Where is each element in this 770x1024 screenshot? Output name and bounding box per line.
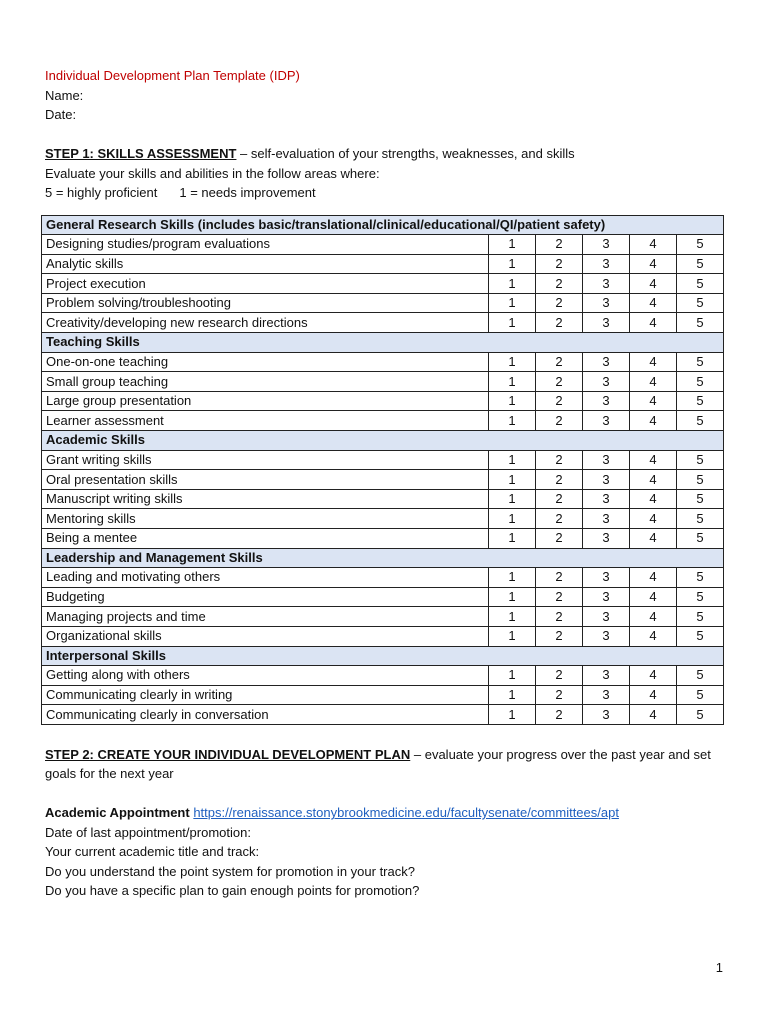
category-row (42, 215, 724, 235)
rating-option[interactable]: 3 (583, 685, 630, 705)
rating-option[interactable]: 3 (583, 411, 630, 431)
skill-row (42, 274, 724, 294)
step2-heading-rest: – evaluate your progress over the past year and set (410, 746, 711, 762)
skill-label: Project execution (42, 274, 489, 294)
rating-option[interactable]: 1 (489, 313, 536, 333)
appointment-question: Do you have a specific plan to gain enough points for promotion? (45, 883, 420, 899)
document-page (45, 66, 721, 901)
rating-option[interactable]: 2 (536, 470, 583, 490)
rating-option[interactable]: 2 (536, 352, 583, 372)
rating-option[interactable]: 3 (583, 489, 630, 509)
skill-label: One-on-one teaching (42, 352, 489, 372)
scale-low: 1 = needs improvement (179, 185, 316, 200)
skill-row (42, 666, 724, 686)
rating-scale-legend (45, 183, 721, 203)
appointment-line (45, 803, 721, 823)
rating-option[interactable]: 5 (677, 274, 724, 294)
rating-option[interactable]: 2 (536, 587, 583, 607)
rating-option[interactable]: 2 (536, 607, 583, 627)
rating-option[interactable]: 4 (630, 411, 677, 431)
rating-option[interactable]: 5 (677, 352, 724, 372)
rating-option[interactable]: 3 (583, 254, 630, 274)
rating-option[interactable]: 4 (630, 705, 677, 725)
rating-option[interactable]: 3 (583, 587, 630, 607)
rating-option[interactable]: 1 (489, 450, 536, 470)
step1-heading-line (45, 144, 721, 164)
skill-row (42, 411, 724, 431)
rating-option[interactable]: 4 (630, 313, 677, 333)
rating-option[interactable]: 1 (489, 372, 536, 392)
rating-option[interactable]: 4 (630, 352, 677, 372)
rating-option[interactable]: 2 (536, 685, 583, 705)
skill-row (42, 352, 724, 372)
rating-option[interactable]: 1 (489, 685, 536, 705)
rating-option[interactable]: 1 (489, 391, 536, 411)
step2-heading-line2: goals for the next year (45, 766, 174, 782)
rating-option[interactable]: 2 (536, 489, 583, 509)
skill-label: Small group teaching (42, 372, 489, 392)
skill-label: Organizational skills (42, 626, 489, 646)
rating-option[interactable]: 1 (489, 293, 536, 313)
skill-label: Being a mentee (42, 529, 489, 549)
rating-option[interactable]: 2 (536, 411, 583, 431)
rating-option[interactable]: 5 (677, 391, 724, 411)
rating-option[interactable]: 3 (583, 372, 630, 392)
rating-option[interactable]: 3 (583, 568, 630, 588)
category-row (42, 646, 724, 666)
rating-option[interactable]: 4 (630, 489, 677, 509)
rating-option[interactable]: 1 (489, 470, 536, 490)
scale-high: 5 = highly proficient (45, 185, 158, 200)
rating-option[interactable]: 3 (583, 607, 630, 627)
rating-option[interactable]: 3 (583, 470, 630, 490)
skill-label: Mentoring skills (42, 509, 489, 529)
skill-label: Budgeting (42, 587, 489, 607)
skill-row (42, 450, 724, 470)
rating-option[interactable]: 4 (630, 450, 677, 470)
skill-label: Analytic skills (42, 254, 489, 274)
rating-option[interactable]: 2 (536, 529, 583, 549)
rating-option[interactable]: 3 (583, 352, 630, 372)
rating-option[interactable]: 1 (489, 666, 536, 686)
rating-option[interactable]: 4 (630, 587, 677, 607)
step1-instruction: Evaluate your skills and abilities in the follow areas where: (45, 165, 380, 181)
rating-option[interactable]: 2 (536, 372, 583, 392)
rating-option[interactable]: 5 (677, 450, 724, 470)
rating-option[interactable]: 4 (630, 235, 677, 255)
rating-option[interactable]: 1 (489, 705, 536, 725)
rating-option[interactable]: 1 (489, 254, 536, 274)
rating-option[interactable]: 5 (677, 489, 724, 509)
rating-option[interactable]: 5 (677, 470, 724, 490)
rating-option[interactable]: 4 (630, 685, 677, 705)
appointment-question: Your current academic title and track: (45, 844, 260, 860)
category-title: General Research Skills (includes basic/translational/clinical/educational/QI/patient safety) (42, 215, 724, 235)
rating-option[interactable]: 1 (489, 626, 536, 646)
category-row (42, 548, 724, 568)
skill-row (42, 529, 724, 549)
rating-option[interactable]: 4 (630, 470, 677, 490)
rating-option[interactable]: 2 (536, 568, 583, 588)
category-row (42, 431, 724, 451)
skill-label: Communicating clearly in conversation (42, 705, 489, 725)
rating-option[interactable]: 5 (677, 509, 724, 529)
rating-option[interactable]: 2 (536, 705, 583, 725)
rating-option[interactable]: 5 (677, 607, 724, 627)
skill-label: Communicating clearly in writing (42, 685, 489, 705)
step2-heading: STEP 2: CREATE YOUR INDIVIDUAL DEVELOPMENT PLAN (45, 746, 411, 762)
rating-option[interactable]: 1 (489, 489, 536, 509)
category-title: Interpersonal Skills (42, 646, 724, 666)
rating-option[interactable]: 1 (489, 587, 536, 607)
rating-option[interactable]: 5 (677, 685, 724, 705)
rating-option[interactable]: 2 (536, 626, 583, 646)
skill-label: Leading and motivating others (42, 568, 489, 588)
rating-option[interactable]: 1 (489, 235, 536, 255)
rating-option[interactable]: 4 (630, 391, 677, 411)
step1-heading-rest: – self-evaluation of your strengths, weaknesses, and skills (236, 146, 575, 161)
skill-row (42, 313, 724, 333)
rating-option[interactable]: 4 (630, 274, 677, 294)
rating-option[interactable]: 5 (677, 313, 724, 333)
page-number: 1 (715, 960, 723, 975)
appointment-link[interactable]: https://renaissance.stonybrookmedicine.edu/facultysenate/committees/apt (193, 805, 619, 821)
rating-option[interactable]: 4 (630, 529, 677, 549)
rating-option[interactable]: 3 (583, 391, 630, 411)
skill-row (42, 293, 724, 313)
rating-option[interactable]: 2 (536, 509, 583, 529)
category-title: Academic Skills (42, 431, 724, 451)
rating-option[interactable]: 4 (630, 509, 677, 529)
rating-option[interactable]: 5 (677, 626, 724, 646)
skill-label: Manuscript writing skills (42, 489, 489, 509)
skill-label: Large group presentation (42, 391, 489, 411)
rating-option[interactable]: 5 (677, 666, 724, 686)
skill-row (42, 568, 724, 588)
category-title: Teaching Skills (42, 333, 724, 353)
category-title: Leadership and Management Skills (42, 548, 724, 568)
rating-option[interactable]: 4 (630, 607, 677, 627)
rating-option[interactable]: 3 (583, 235, 630, 255)
rating-option[interactable]: 5 (677, 705, 724, 725)
skill-row (42, 254, 724, 274)
step2-heading-line (45, 745, 721, 765)
skills-assessment-table (41, 215, 724, 725)
rating-option[interactable]: 5 (677, 254, 724, 274)
rating-option[interactable]: 4 (630, 666, 677, 686)
rating-option[interactable]: 5 (677, 411, 724, 431)
rating-option[interactable]: 3 (583, 705, 630, 725)
rating-option[interactable]: 2 (536, 293, 583, 313)
skill-label: Managing projects and time (42, 607, 489, 627)
rating-option[interactable]: 4 (630, 626, 677, 646)
rating-option[interactable]: 1 (489, 607, 536, 627)
rating-option[interactable]: 3 (583, 529, 630, 549)
rating-option[interactable]: 4 (630, 372, 677, 392)
skill-label: Grant writing skills (42, 450, 489, 470)
rating-option[interactable]: 5 (677, 529, 724, 549)
rating-option[interactable]: 2 (536, 666, 583, 686)
rating-option[interactable]: 2 (536, 235, 583, 255)
rating-option[interactable]: 1 (489, 509, 536, 529)
rating-option[interactable]: 1 (489, 568, 536, 588)
rating-option[interactable]: 3 (583, 450, 630, 470)
rating-option[interactable]: 4 (630, 254, 677, 274)
rating-option[interactable]: 3 (583, 274, 630, 294)
rating-option[interactable]: 2 (536, 450, 583, 470)
skill-row (42, 235, 724, 255)
skill-row (42, 626, 724, 646)
rating-option[interactable]: 2 (536, 274, 583, 294)
rating-option[interactable]: 4 (630, 568, 677, 588)
appointment-label: Academic Appointment (45, 805, 190, 821)
skill-row (42, 587, 724, 607)
rating-option[interactable]: 1 (489, 411, 536, 431)
document-title: Individual Development Plan Template (IDP) (45, 68, 300, 83)
skill-row (42, 470, 724, 490)
rating-option[interactable]: 3 (583, 293, 630, 313)
step1-heading: STEP 1: SKILLS ASSESSMENT (45, 146, 237, 161)
rating-option[interactable]: 1 (489, 529, 536, 549)
rating-option[interactable]: 3 (583, 313, 630, 333)
skill-label: Problem solving/troubleshooting (42, 293, 489, 313)
rating-option[interactable]: 5 (677, 587, 724, 607)
rating-option[interactable]: 1 (489, 352, 536, 372)
category-row (42, 333, 724, 353)
rating-option[interactable]: 3 (583, 509, 630, 529)
rating-option[interactable]: 1 (489, 274, 536, 294)
skill-row (42, 705, 724, 725)
rating-option[interactable]: 3 (583, 666, 630, 686)
skill-row (42, 607, 724, 627)
skill-label: Designing studies/program evaluations (42, 235, 489, 255)
rating-option[interactable]: 2 (536, 391, 583, 411)
skill-row (42, 509, 724, 529)
skill-row (42, 391, 724, 411)
skill-label: Oral presentation skills (42, 470, 489, 490)
skill-row (42, 685, 724, 705)
skill-label: Creativity/developing new research directions (42, 313, 489, 333)
skill-row (42, 372, 724, 392)
rating-option[interactable]: 5 (677, 235, 724, 255)
rating-option[interactable]: 2 (536, 313, 583, 333)
name-label: Name: (45, 87, 84, 103)
rating-option[interactable]: 5 (677, 293, 724, 313)
rating-option[interactable]: 2 (536, 254, 583, 274)
skill-label: Getting along with others (42, 666, 489, 686)
appointment-question: Do you understand the point system for promotion in your track? (45, 863, 415, 879)
rating-option[interactable]: 5 (677, 568, 724, 588)
rating-option[interactable]: 4 (630, 293, 677, 313)
appointment-question: Date of last appointment/promotion: (45, 824, 251, 840)
date-label: Date: (45, 107, 77, 122)
skill-row (42, 489, 724, 509)
skill-label: Learner assessment (42, 411, 489, 431)
rating-option[interactable]: 3 (583, 626, 630, 646)
rating-option[interactable]: 5 (677, 372, 724, 392)
